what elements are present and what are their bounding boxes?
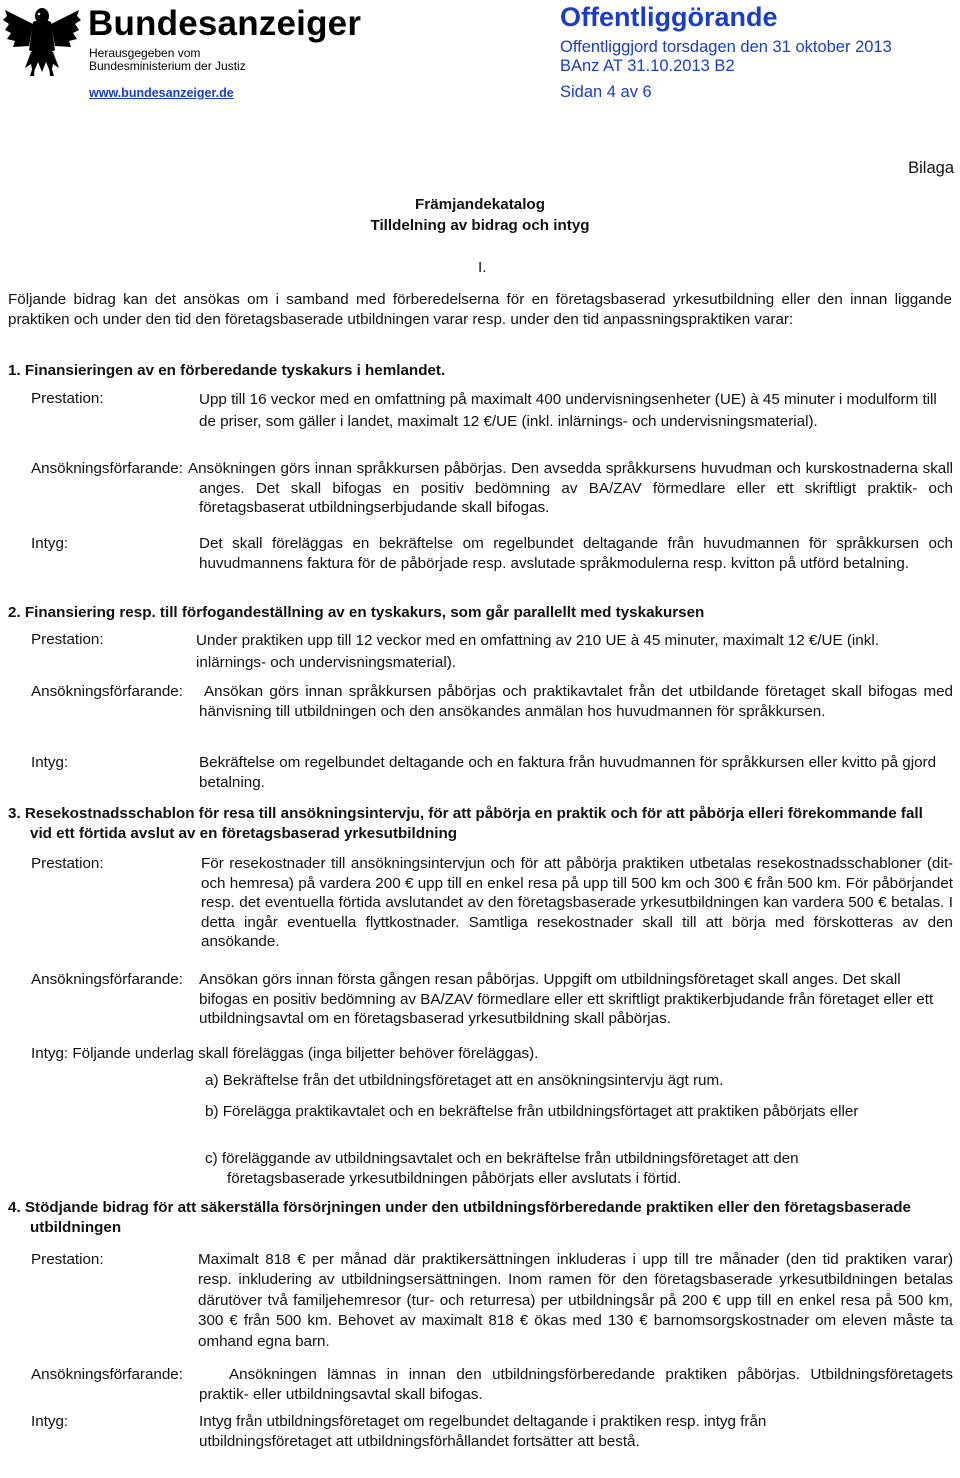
s4-prestation-label: Prestation:	[31, 1251, 104, 1268]
website-link[interactable]: www.bundesanzeiger.de	[89, 86, 234, 100]
s4-certificate-label: Intyg:	[31, 1413, 69, 1430]
s2-prestation-text: Under praktiken upp till 12 veckor med en omfattning av 210 UE à 45 minuter, maximalt 12 €/UE (inkl. inlärnings- och undervisningsmaterial).	[196, 632, 879, 671]
document-title: Främjandekatalog	[415, 196, 545, 213]
s2-application-text: Ansökan görs innan språkkursen påbörjas och praktikavtalet från det utbildande företaget skall bifogas med hänvisning till utbildningen och den ansökandes anmälan hos huvudmannen för språkkursen.	[199, 683, 953, 720]
publication-title: Offentliggörande	[560, 2, 778, 32]
s3-prestation-label: Prestation:	[31, 855, 104, 872]
brand-name: Bundesanzeiger	[88, 4, 362, 43]
s3-application-label: Ansökningsförfarande:	[31, 971, 183, 988]
s4-application-text: Ansökningen lämnas in innan den utbildningsförberedande praktiken påbörjas. Utbildningsföretagets praktik- eller utbildningsavtal skall bifogas.	[199, 1366, 953, 1403]
s2-application-label: Ansökningsförfarande:	[31, 683, 183, 700]
intro-paragraph: Följande bidrag kan det ansökas om i samband med förberedelserna för en företagsbaserad yrkesutbildning eller den innan liggande praktiken och under den tid den företagsbaserade utbildningen varar resp. under den tid anpassningspraktiken varar:	[8, 291, 952, 328]
s1-application-body: Ansökningen görs innan språkkursen påbörjas. Den avsedda språkkursens huvudman och kurskostnaderna skall anges. Det skall bifogas en positiv bedömning av BA/ZAV förmedlare eller ett skriftligt praktik- och företagsbaserat utbildningserbjudande skall bifogas.	[187, 460, 953, 517]
s1-prestation-label: Prestation:	[31, 390, 104, 407]
s3-application-text: Ansökan görs innan första gången resan påbörjas. Uppgift om utbildningsföretaget skall anges. Det skall bifogas en positiv bedömning av BA/ZAV förmedlare eller ett skriftligt praktikerbjudande från företaget eller ett utbildningsavtal om en företagsbaserad yrkesutbildning skall påbörjas.	[199, 971, 934, 1028]
publisher-line-2: Bundesministerium der Justiz	[89, 58, 246, 73]
s3-certificate-line: Intyg: Följande underlag skall föreläggas (inga biljetter behöver föreläggas).	[31, 1045, 539, 1062]
s2-prestation-label: Prestation:	[31, 631, 104, 648]
section-numeral: I.	[478, 259, 487, 276]
section-3-heading: 3. Resekostnadsschablon för resa till ansökningsintervju, för att påbörja en praktik och för att påbörja elleri förekommande fall vid ett förtida avslut av en företagsbaserad yrkesutbildning	[8, 805, 923, 842]
s1-prestation-text: Upp till 16 veckor med en omfattning på maximalt 400 undervisningsenheter (UE) à 45 minuter i modulform till de priser, som gäller i landet, maximalt 12 €/UE (inkl. inlärnings- och undervisningsmaterial).	[199, 391, 937, 430]
s1-application-text	[31, 459, 953, 518]
s1-application-label: Ansökningsförfarande:	[31, 460, 183, 477]
publication-date: Offentliggjord torsdagen den 31 oktober 2013	[560, 38, 892, 56]
publisher	[89, 47, 246, 72]
page-number: Sidan 4 av 6	[560, 83, 652, 101]
publisher-line-1: Herausgegeben vom	[89, 46, 201, 60]
s4-application-label: Ansökningsförfarande:	[31, 1366, 183, 1383]
section-1-heading: 1. Finansieringen av en förberedande tyskakurs i hemlandet.	[8, 362, 446, 379]
s3-item-c: c) föreläggande av utbildningsavtalet och en bekräftelse från utbildningsföretaget att den företagsbaserade yrkesutbildningen påbörjats eller avslutats i förtid.	[205, 1150, 799, 1187]
federal-eagle-icon	[3, 2, 81, 78]
s3-item-b: b) Förelägga praktikavtalet och en bekräftelse från utbildningsförtaget att praktiken påbörjats eller	[205, 1103, 859, 1120]
s3-item-a: a) Bekräftelse från det utbildningsföretaget att en ansökningsintervju ägt rum.	[205, 1072, 724, 1089]
document-subtitle: Tilldelning av bidrag och intyg	[370, 217, 590, 234]
section-4-heading: 4. Stödjande bidrag för att säkerställa försörjningen under den utbildningsförberedande praktiken eller den företagsbaserade utbildningen	[8, 1199, 912, 1236]
page-header	[0, 0, 960, 110]
s2-certificate-label: Intyg:	[31, 754, 69, 771]
section-2-heading: 2. Finansiering resp. till förfogandeställning av en tyskakurs, som går parallellt med tyskakursen	[8, 604, 705, 621]
annex-label: Bilaga	[908, 159, 954, 177]
s4-certificate-text: Intyg från utbildningsföretaget om regelbundet deltagande i praktiken resp. intyg från utbildningsföretaget att utbildningsförhållandet fortsätter att bestå.	[199, 1413, 767, 1450]
s1-certificate-text: Det skall föreläggas en bekräftelse om regelbundet deltagande från huvudmannen för språkkursen och huvudmannens faktura för de påbörjade resp. avslutade språkmodulerna resp. kvitton på utförd betalning.	[199, 535, 953, 572]
s1-certificate-label: Intyg:	[31, 535, 69, 552]
s4-prestation-text: Maximalt 818 € per månad där praktikersättningen inkluderas i upp till tre månader (den tid praktiken varar) resp. inkludering av utbildningsersättningen. Inom ramen för den företagsbaserade yrkesutbildningen betalas därutöver två familjehemresor (tur- och returresa) per utbildningsår på 200 € upp till en enkel resa på 500 km, 300 € från 500 km. Behovet av maximalt 818 € ökas med 130 € barnomsorgskostnader om eleven måste ta omhand egna barn.	[198, 1251, 953, 1350]
publication-reference: BAnz AT 31.10.2013 B2	[560, 57, 735, 75]
s2-certificate-text: Bekräftelse om regelbundet deltagande och en faktura från huvudmannen för språkkursen eller kvitto på gjord betalning.	[199, 754, 937, 791]
s3-prestation-text: För resekostnader till ansökningsintervjun och för att påbörja praktiken utbetalas resekostnadsschabloner (dit- och hemresa) på vardera 200 € upp till en enkel resa på upp till 500 km och 300 € från 500 km. För påbörjandet resp. det eventuella förtida avslutandet av den företagsbaserade yrkesutbildningen kan vardera 500 € betalas. I detta ingår eventuella flyttkostnader. Samtliga resekostnader skall till att börja med förskotteras av den ansökande.	[201, 855, 953, 951]
